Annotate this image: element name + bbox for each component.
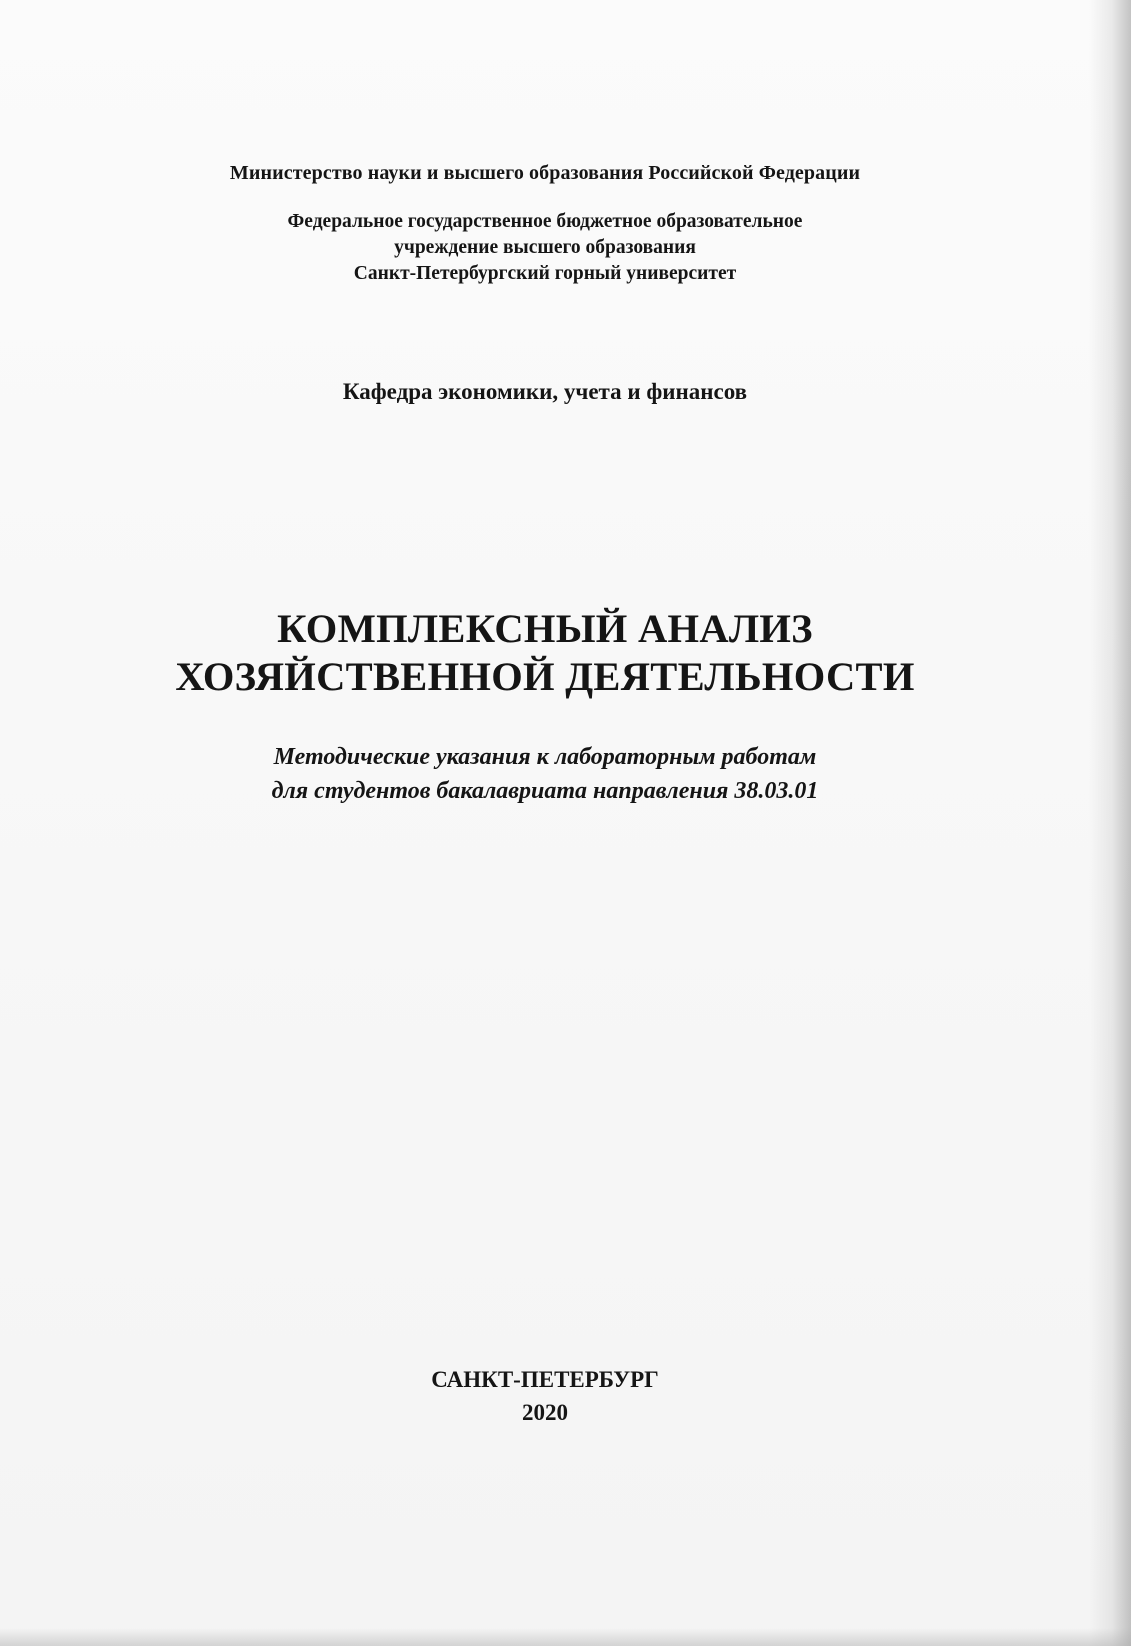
document-title [0,605,1090,701]
page-bottom-shadow [0,1628,1131,1646]
department-text: Кафедра экономики, учета и финансов [342,379,748,404]
subtitle-line-1: Методические указания к лабораторным работам [273,744,817,770]
institution-line-1: Федеральное государственное бюджетное образовательное [287,211,803,232]
year-text: 2020 [522,1400,568,1425]
page-edge-shadow [1089,0,1131,1646]
institution-line-2: учреждение высшего образования [394,237,696,258]
publication-place [0,1363,1090,1429]
title-line-2: ХОЗЯЙСТВЕННОЙ ДЕЯТЕЛЬНОСТИ [175,654,915,699]
ministry-heading [0,161,1090,186]
ministry-text: Министерство науки и высшего образования Российской Федерации [229,162,861,184]
institution-heading [0,209,1090,287]
city-text: САНКТ-ПЕТЕРБУРГ [431,1367,659,1392]
subtitle-line-2: для студентов бакалавриата направления 38.03.01 [271,778,819,804]
document-subtitle [0,740,1090,808]
institution-line-3: Санкт-Петербургский горный университет [353,263,737,284]
department-heading [0,378,1090,407]
title-line-1: КОМПЛЕКСНЫЙ АНАЛИЗ [277,606,813,651]
